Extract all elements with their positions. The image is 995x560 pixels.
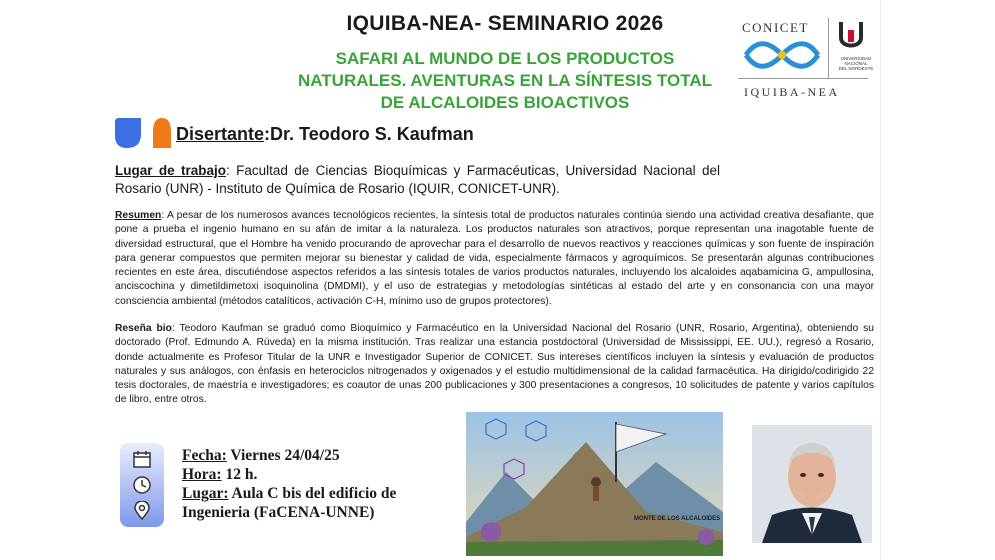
logo-rule [738, 78, 868, 79]
abstract-text: : A pesar de los numerosos avances tecnológicos recientes, la síntesis total de productos naturales continúa siendo una actividad creativa desafiante, que pone a prueba el ingenio humano en su afán de imitar a la naturaleza. Los productos naturales son atractivos, porque representan una inagotable fuente de diversidad estructural, que el Hombre ha venido procurando de aprovechar para el desarrollo de nuevos reactivos y reacciones químicas y son fuente de inspiración para generar compuestos que permiten mejorar su bienestar y calidad de vida, especialmente fármacos y agroquímicos. Se presentarán algunas contribuciones recientes en este área, discutiéndose aspectos referidos a las síntesis totales de varios productos naturales, incluyendo los alcaloides aqabamicina G, ampullosina, anciscochina y dimetildimetoxi isoquinolina (DMDMI), y el uso de estrategias y metodologías sintéticas al estado del arte y en consonancia con una mayor consciencia ambiental (métodos catalíticos, activación C-H, mínimo uso de grupos protectores). [115, 210, 874, 307]
bio-text: : Teodoro Kaufman se graduó como Bioquímico y Farmacéutico en la Universidad Nacional del Rosario (UNR, Rosario, Argentina), obteniendo su doctorado (Prof. Edmundo A. Rúveda) en la misma institución. Tras realizar una estancia postdoctoral (Universidad de Mississippi, EE. UU.), regresó a Rosario, donde actualmente es Profesor Titular de la UNR e Investigador Superior de CONICET. Sus intereses científicos incluyen la síntesis y evaluación de productos naturales y sus análogos, con énfasis en heterociclos nitrogenados y oxigenados y el estudio multidimensional de la calidad farmacéutica. Ha dirigido/codirigido 22 tesis doctorales, de maestría e investigadores; es coautor de unas 200 publicaciones y 300 presentaciones a congresos, 10 solicitudes de patente y varios capítulos de libro, entre otros. [115, 323, 874, 406]
speaker-name: :Dr. Teodoro S. Kaufman [264, 124, 474, 144]
abstract-label: Resumen [115, 210, 162, 221]
event-date [182, 446, 396, 465]
location-icon [132, 501, 152, 521]
subtitle-line: DE ALCALOIDES BIOACTIVOS [380, 93, 630, 112]
conicet-logo-icon [742, 38, 822, 72]
calendar-icon [132, 449, 152, 469]
event-place-line2: Ingenieria (FaCENA-UNNE) [182, 504, 375, 521]
time-value: 12 h. [221, 466, 258, 483]
event-icons-panel [120, 443, 164, 527]
page-title: IQUIBA-NEA- SEMINARIO 2026 [346, 12, 664, 35]
unne-text-line: DEL NORDESTE [838, 66, 874, 71]
workplace-paragraph [115, 162, 720, 198]
conicet-logo-text: CONICET [742, 20, 809, 35]
time-label: Hora: [182, 466, 222, 483]
unne-logo-icon [838, 20, 864, 54]
subtitle-line: SAFARI AL MUNDO DE LOS PRODUCTOS [335, 49, 675, 68]
date-value: Viernes 24/04/25 [226, 447, 340, 464]
unne-text-line: UNIVERSIDAD [840, 56, 872, 61]
unne-text-line: NACIONAL [844, 61, 868, 66]
speaker-line [176, 124, 474, 145]
subtitle-line: NATURALES. AVENTURAS EN LA SÍNTESIS TOTAL [298, 71, 712, 90]
event-place [182, 484, 396, 503]
place-label: Lugar: [182, 485, 229, 502]
bio-label: Reseña bio [115, 323, 172, 334]
illustration-caption: MONTE DE LOS ALCALOIDES [634, 516, 721, 522]
place-value: Aula C bis del edificio de [228, 485, 397, 502]
decorative-shapes [115, 118, 177, 148]
workplace-label: Lugar de trabajo [115, 163, 226, 178]
logos-block [738, 18, 878, 102]
right-border [880, 0, 881, 560]
event-info [182, 446, 396, 522]
abstract-paragraph [115, 209, 874, 309]
logo-divider [828, 18, 829, 78]
workplace-text: : Facultad de Ciencias Bioquímicas y Farmacéuticas, Universidad Nacional del Rosario (UNR) - Instituto de Química de Rosario (IQUIR, CONICET-UNR). [115, 163, 720, 196]
clock-icon [132, 475, 152, 495]
event-time [182, 465, 396, 484]
speaker-label: Disertante [176, 124, 265, 144]
bio-paragraph [115, 322, 874, 408]
iquiba-logo-text: IQUIBA-NEA [744, 85, 840, 99]
mountain-illustration [466, 412, 723, 556]
date-label: Fecha: [182, 447, 227, 464]
speaker-photo [752, 425, 872, 543]
seminar-subtitle [270, 48, 740, 114]
unne-logo-text [834, 56, 878, 71]
